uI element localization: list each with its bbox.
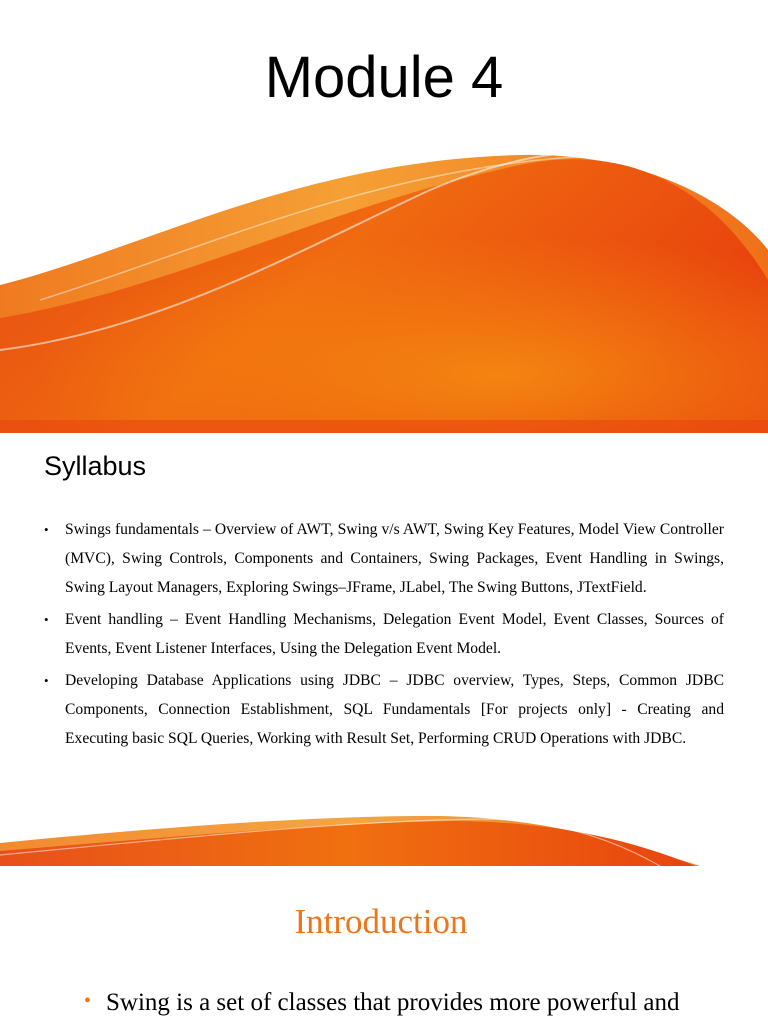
slide-introduction [0,866,768,1024]
introduction-item-text: Swing is a set of classes that provides more powerful and [106,989,680,1016]
orange-wave-decoration [0,0,768,433]
syllabus-heading: Syllabus [44,451,147,481]
syllabus-item-text: Developing Database Applications using JDBC – JDBC overview, Types, Steps, Common JDBC Components, Connection Establishment, SQL Fundamentals [For projects only] - Creating and Executing basic SQL Queries, Working with Result Set, Performing CRUD Operations with JDBC. [65,672,724,747]
introduction-list [84,986,744,1020]
bullet-icon: • [44,673,49,688]
syllabus-item-text: Swings fundamentals – Overview of AWT, Swing v/s AWT, Swing Key Features, Model View Controller (MVC), Swing Controls, Components and Containers, Swing Packages, Event Handling in Swings, Swing Layout Managers, Exploring Swings–JFrame, JLabel, The Swing Buttons, JTextField. [65,521,724,596]
slide-title-text: Module 4 [264,45,504,110]
syllabus-item-text: Event handling – Event Handling Mechanisms, Delegation Event Model, Event Classes, Sources of Events, Event Listener Interfaces, Using the Delegation Event Model. [65,611,724,657]
bullet-icon: • [84,990,92,1012]
introduction-heading: Introduction [294,902,468,941]
bullet-icon: • [44,612,49,627]
slide-title [0,0,768,433]
bullet-icon: • [44,522,49,537]
orange-wave-footer-decoration [0,433,768,866]
slide-syllabus [0,433,768,866]
list-item [84,986,744,1020]
